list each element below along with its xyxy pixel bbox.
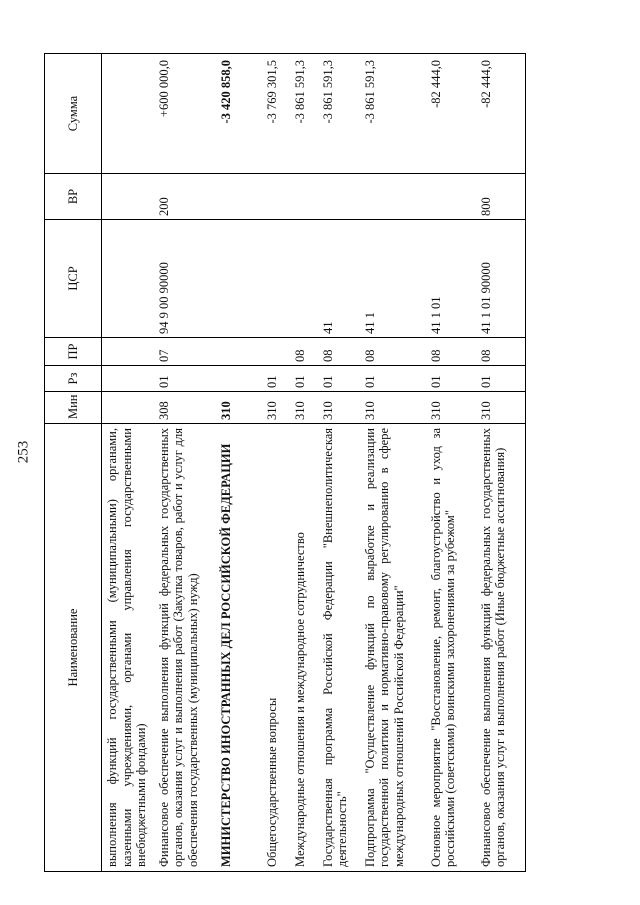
table-row — [102, 54, 154, 872]
budget-table-container — [44, 54, 624, 872]
row-name: Финансовое обеспечение выполнения функций федеральных государственных органов, оказания услуг и выполнения работ (Иные бюджетные ассигнования) — [476, 424, 526, 872]
table-row — [476, 54, 526, 872]
row-min: 310 — [216, 392, 262, 424]
row-csr — [290, 220, 318, 338]
row-csr: 41 1 — [360, 220, 426, 338]
row-pr: 08 — [318, 338, 360, 366]
row-vr — [102, 174, 154, 220]
row-vr — [318, 174, 360, 220]
budget-table — [44, 53, 526, 872]
row-name: Международные отношения и международное сотрудничество — [290, 424, 318, 872]
row-vr: 800 — [476, 174, 526, 220]
row-vr — [290, 174, 318, 220]
row-vr — [216, 174, 262, 220]
table-row — [426, 54, 476, 872]
table-row — [290, 54, 318, 872]
row-sum: -3 420 858,0 — [216, 54, 262, 174]
row-min: 310 — [360, 392, 426, 424]
table-row — [318, 54, 360, 872]
row-rz: 01 — [290, 366, 318, 392]
row-csr: 41 1 01 — [426, 220, 476, 338]
table-row — [360, 54, 426, 872]
row-rz: 01 — [426, 366, 476, 392]
row-sum: -3 861 591,3 — [318, 54, 360, 174]
row-pr: 08 — [360, 338, 426, 366]
row-pr — [216, 338, 262, 366]
row-csr — [102, 220, 154, 338]
row-name: Подпрограмма "Осуществление функций по выработке и реализации государственной политики и нормативно-правовому регулированию в сфере международных отношений Российской Федерации" — [360, 424, 426, 872]
row-rz: 01 — [262, 366, 290, 392]
row-vr — [360, 174, 426, 220]
table-header-row — [45, 54, 102, 872]
row-rz: 01 — [154, 366, 216, 392]
row-pr — [102, 338, 154, 366]
row-rz — [216, 366, 262, 392]
row-name: Государственная программа Российской Федерации "Внешнеполитическая деятельность" — [318, 424, 360, 872]
header-csr: ЦСР — [45, 220, 102, 338]
row-name: МИНИСТЕРСТВО ИНОСТРАННЫХ ДЕЛ РОССИЙСКОЙ ФЕДЕРАЦИИ — [216, 424, 262, 872]
row-rz — [102, 366, 154, 392]
row-sum: -82 444,0 — [476, 54, 526, 174]
header-vr: ВР — [45, 174, 102, 220]
row-rz: 01 — [318, 366, 360, 392]
row-sum — [102, 54, 154, 174]
row-csr: 41 — [318, 220, 360, 338]
row-name: выполнения функций государственными (муниципальными) органами, казенными учреждениями, органами управления государственными внебюджетными фондами) — [102, 424, 154, 872]
header-pr: ПР — [45, 338, 102, 366]
header-min: Мин — [45, 392, 102, 424]
row-csr — [216, 220, 262, 338]
header-name: Наименование — [45, 424, 102, 872]
row-vr: 200 — [154, 174, 216, 220]
table-row — [262, 54, 290, 872]
row-vr — [426, 174, 476, 220]
row-sum: -3 861 591,3 — [290, 54, 318, 174]
row-min: 308 — [154, 392, 216, 424]
row-csr: 94 9 00 90000 — [154, 220, 216, 338]
header-sum: Сумма — [45, 54, 102, 174]
row-csr — [262, 220, 290, 338]
row-name: Финансовое обеспечение выполнения функций федеральных государственных органов, оказания услуг и выполнения работ (Закупка товаров, работ и услуг для обеспечения государственных (муниципальных) нужд) — [154, 424, 216, 872]
table-row — [154, 54, 216, 872]
row-name: Основное мероприятие "Восстановление, ремонт, благоустройство и уход за российскими (советскими) воинскими захоронениями за рубежом" — [426, 424, 476, 872]
row-pr: 08 — [290, 338, 318, 366]
page-number: 253 — [15, 440, 32, 464]
row-min: 310 — [262, 392, 290, 424]
row-rz: 01 — [476, 366, 526, 392]
row-pr: 07 — [154, 338, 216, 366]
row-vr — [262, 174, 290, 220]
row-min — [102, 392, 154, 424]
row-min: 310 — [290, 392, 318, 424]
row-min: 310 — [318, 392, 360, 424]
row-sum: -3 769 301,5 — [262, 54, 290, 174]
row-min: 310 — [426, 392, 476, 424]
row-name: Общегосударственные вопросы — [262, 424, 290, 872]
row-sum: -82 444,0 — [426, 54, 476, 174]
row-sum: +600 000,0 — [154, 54, 216, 174]
header-rz: Рз — [45, 366, 102, 392]
row-sum: -3 861 591,3 — [360, 54, 426, 174]
row-rz: 01 — [360, 366, 426, 392]
row-pr — [262, 338, 290, 366]
row-min: 310 — [476, 392, 526, 424]
row-pr: 08 — [476, 338, 526, 366]
row-csr: 41 1 01 90000 — [476, 220, 526, 338]
row-pr: 08 — [426, 338, 476, 366]
table-row — [216, 54, 262, 872]
